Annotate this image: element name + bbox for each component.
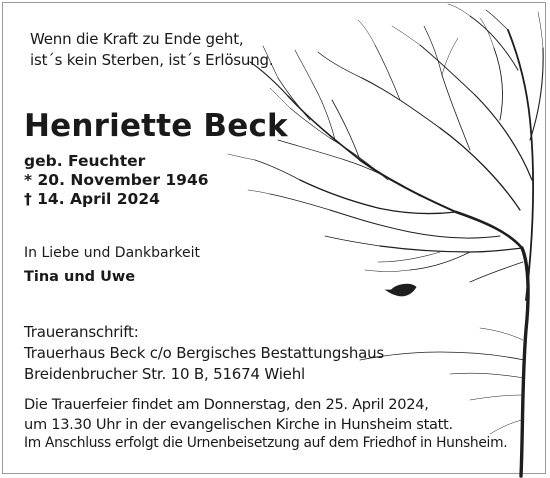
address-heading: Traueranschrift:	[24, 323, 139, 341]
death-date: † 14. April 2024	[24, 190, 160, 208]
maiden-name: geb. Feuchter	[24, 152, 146, 170]
leaf-shape	[386, 284, 416, 296]
address-line-1: Trauerhaus Beck c/o Bergisches Bestattungshaus	[24, 344, 385, 362]
mourning-greeting: In Liebe und Dankbarkeit	[24, 245, 200, 261]
funeral-line-3: Im Anschluss erfolgt die Urnenbeisetzung auf dem Friedhof in Hunsheim.	[24, 435, 508, 451]
funeral-line-2: um 13.30 Uhr in der evangelischen Kirche in Hunsheim statt.	[24, 416, 453, 433]
funeral-line-1: Die Trauerfeier findet am Donnerstag, den 25. April 2024,	[24, 396, 429, 413]
deceased-name: Henriette Beck	[24, 108, 288, 144]
quote-line-1: Wenn die Kraft zu Ende geht,	[30, 30, 244, 48]
mourners-names: Tina und Uwe	[24, 269, 136, 285]
quote-line-2: ist´s kein Sterben, ist´s Erlösung.	[30, 51, 274, 69]
birth-date: * 20. November 1946	[24, 171, 209, 189]
address-line-2: Breidenbrucher Str. 10 B, 51674 Wiehl	[24, 365, 305, 383]
